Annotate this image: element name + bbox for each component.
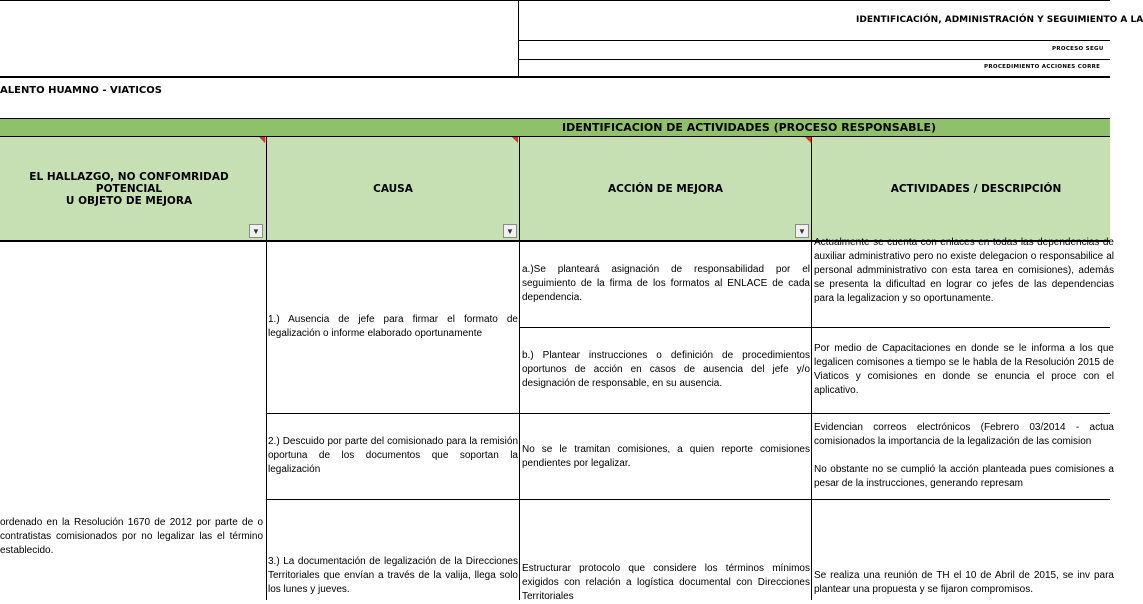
actividades-cell-2a[interactable]: Evidencian correos electrónicos (Febrero 03/2014 - actua comisionados la importancia de la legalización de las comision [814,422,1114,447]
hallazgo-cell[interactable]: ordenado en la Resolución 1670 de 2012 por parte de o contratistas comisionados por no legalizar las el término establecido. [0,517,263,556]
group-header-bar [0,118,1110,137]
accion-cell-1b[interactable]: b.) Plantear instrucciones o definición de procedimientos oportunos de acción en casos de ausencia del jefe y/o designación de responsable, en su ausencia. [522,350,810,389]
column-header-causa [267,137,519,240]
document-title: IDENTIFICACIÓN, ADMINISTRACIÓN Y SEGUIMIENTO A LA [856,15,1143,25]
column-header-actividades-label: ACTIVIDADES / DESCRIPCIÓN [890,182,1062,195]
dropdown-arrow-icon: ▼ [252,226,260,236]
column-header-accion [520,137,811,240]
column-header-hallazgo-label: EL HALLAZGO, NO CONFOMRIDAD POTENCIAL U OBJETO DE MEJORA [29,170,229,207]
group-header-title: IDENTIFICACION DE ACTIVIDADES (PROCESO RESPONSABLE) [562,121,937,134]
filter-dropdown-accion[interactable] [795,224,809,238]
procedure-label: PROCEDIMIENTO ACCIONES CORRE [984,64,1101,70]
accion-cell-1a[interactable]: a.)Se planteará asignación de responsabilidad por el seguimiento de la firma de los formatos al ENLACE de cada dependencia. [522,264,810,303]
accion-cell-2[interactable]: No se le tramitan comisiones, a quien reporte comisiones pendientes por legalizar. [522,444,810,469]
column-header-causa-label: CAUSA [373,182,413,195]
column-header-hallazgo [0,137,266,240]
causa-cell-2[interactable]: 2.) Descuido por parte del comisionado para la remisión oportuna de los documentos que soportan la legalización [268,436,518,475]
dropdown-arrow-icon: ▼ [506,226,514,236]
column-header-actividades [812,137,1110,240]
dropdown-arrow-icon: ▼ [798,226,806,236]
actividades-cell-3[interactable]: Se realiza una reunión de TH el 10 de Abril de 2015, se inv para plantear una propuesta y se fijaron compromisos. [814,570,1114,595]
column-header-accion-label: ACCIÓN DE MEJORA [607,182,724,195]
causa-cell-1[interactable]: 1.) Ausencia de jefe para firmar el formato de legalización o informe elaborado oportunamente [268,314,518,339]
accion-cell-3[interactable]: Estructurar protocolo que considere los términos mínimos exigidos con relación a logística documental con Direcciones Territoriales [522,563,810,602]
filter-dropdown-hallazgo[interactable] [249,224,263,238]
actividades-cell-2b[interactable]: No obstante no se cumplió la acción planteada pues comisiones a pesar de la instrucciones, generando represam [814,464,1114,489]
actividades-cell-1a[interactable]: Actualmente se cuenta con enlaces en todas las dependencias de auxiliar administrativo pero no existe delegacion o responsabilice al personal admministrativo con esta tarea en comisiones), además se presenta la dificultad en lograr co jefes de las dependencias para la legalizacion y so oportunamente. [814,237,1114,304]
comment-indicator-icon[interactable] [512,137,518,143]
actividades-cell-1b[interactable]: Por medio de Capacitaciones en donde se le informa a los que legalicen comisones a tiempo se le habla de la Resolución 2015 de Viaticos y comisiones en donde se enuncia el proce con el aplicativo. [814,343,1114,396]
filter-dropdown-causa[interactable] [503,224,517,238]
section-title: ALENTO HUAMNO - VIATICOS [0,85,162,96]
process-label: PROCESO SEGU [1052,46,1104,52]
comment-indicator-icon[interactable] [259,137,265,143]
causa-cell-3[interactable]: 3.) La documentación de legalización de la Direcciones Territoriales que envían a través de la valija, llega solo los lunes y jueves. [268,556,518,595]
